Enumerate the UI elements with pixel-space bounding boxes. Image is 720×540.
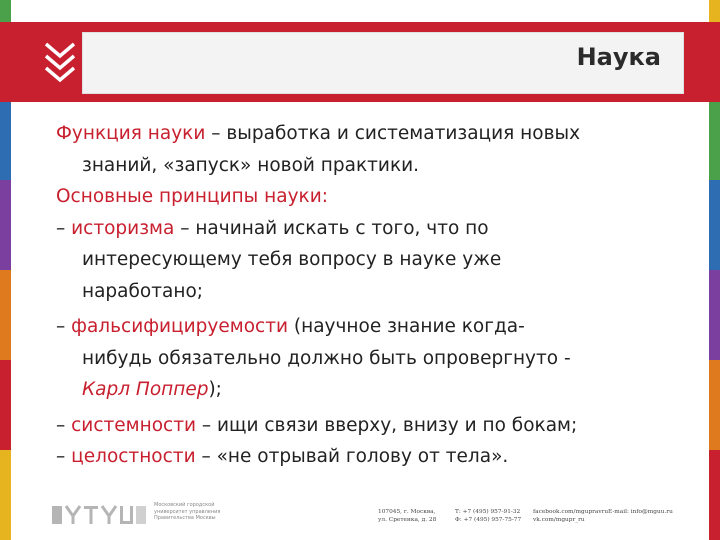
title-box	[82, 32, 684, 94]
dash: –	[56, 414, 72, 436]
term-science-function: Функция науки	[56, 123, 206, 144]
footer-address-line: ул. Сретенка, д. 28	[378, 517, 437, 523]
footer-fax-line: Ф: +7 (495) 957-75-77	[455, 517, 522, 523]
principle-systematicity	[56, 410, 696, 442]
strip-segment	[709, 90, 720, 180]
principles-heading	[56, 181, 696, 213]
footer-social-link[interactable]: vk.com/mgupr_ru	[533, 517, 585, 523]
strip-segment	[709, 360, 720, 450]
text-fragment: );	[208, 379, 222, 400]
text-line	[56, 374, 696, 406]
text-line: знаний, «запуск» новой практики.	[82, 154, 420, 176]
footer-social-link[interactable]: facebook.com/mgupravru	[533, 509, 609, 515]
footer-org-line: Правительства Москвы	[154, 515, 216, 521]
chevron-logo-icon	[40, 40, 80, 84]
page-title: Наука	[576, 43, 661, 71]
principles-heading-text: Основные принципы науки:	[56, 186, 328, 207]
slide-body	[56, 118, 696, 473]
strip-segment	[709, 270, 720, 360]
text-fragment: – начинай искать с того, что по	[174, 217, 489, 239]
principle-falsifiability	[56, 311, 696, 343]
text-line: наработано;	[82, 280, 203, 302]
footer-phone-line: Т: +7 (495) 957-91-32	[455, 509, 521, 515]
text-fragment: – «не отрывай голову от тела».	[195, 446, 509, 467]
footer-org-line: Московский городской	[154, 502, 215, 508]
popper-name: Карл Поппер	[82, 379, 209, 400]
dash: –	[56, 446, 72, 467]
footer-org-line: университет управления	[154, 508, 221, 515]
text-fragment: (научное знание когда-	[288, 316, 525, 337]
term-integrity: целостности	[71, 446, 196, 467]
footer-email	[608, 508, 673, 516]
strip-segment	[0, 180, 11, 270]
term-falsifiability: фальсифицируемости	[71, 316, 288, 337]
term-historicism: историзма	[71, 217, 175, 239]
footer-social	[533, 508, 608, 524]
text-line: интересующему тебя вопросу в науке уже	[82, 249, 502, 270]
footer-org-name	[154, 502, 244, 522]
footer-address-line: 107045, г. Москва,	[378, 509, 436, 515]
footer	[0, 498, 720, 540]
principle-historicism	[56, 213, 696, 245]
science-function-paragraph	[56, 118, 696, 150]
text-line: нибудь обязательно должно быть опровергнуто -	[82, 347, 571, 369]
footer-email-link[interactable]: E-mail: info@mguu.ru	[608, 509, 673, 515]
strip-segment	[709, 180, 720, 270]
footer-address	[378, 508, 436, 524]
dash: –	[56, 217, 72, 239]
principle-integrity	[56, 441, 696, 473]
text-fragment: – выработка и систематизация новых	[205, 123, 581, 144]
strip-segment	[0, 90, 11, 180]
dash: –	[56, 316, 72, 337]
text-fragment: – ищи связи вверху, внизу и по бокам;	[196, 414, 578, 436]
strip-segment	[0, 270, 11, 360]
strip-segment	[0, 360, 11, 450]
university-logo-icon	[52, 504, 148, 526]
footer-phone	[455, 508, 521, 524]
term-systematicity: системности	[71, 414, 197, 436]
